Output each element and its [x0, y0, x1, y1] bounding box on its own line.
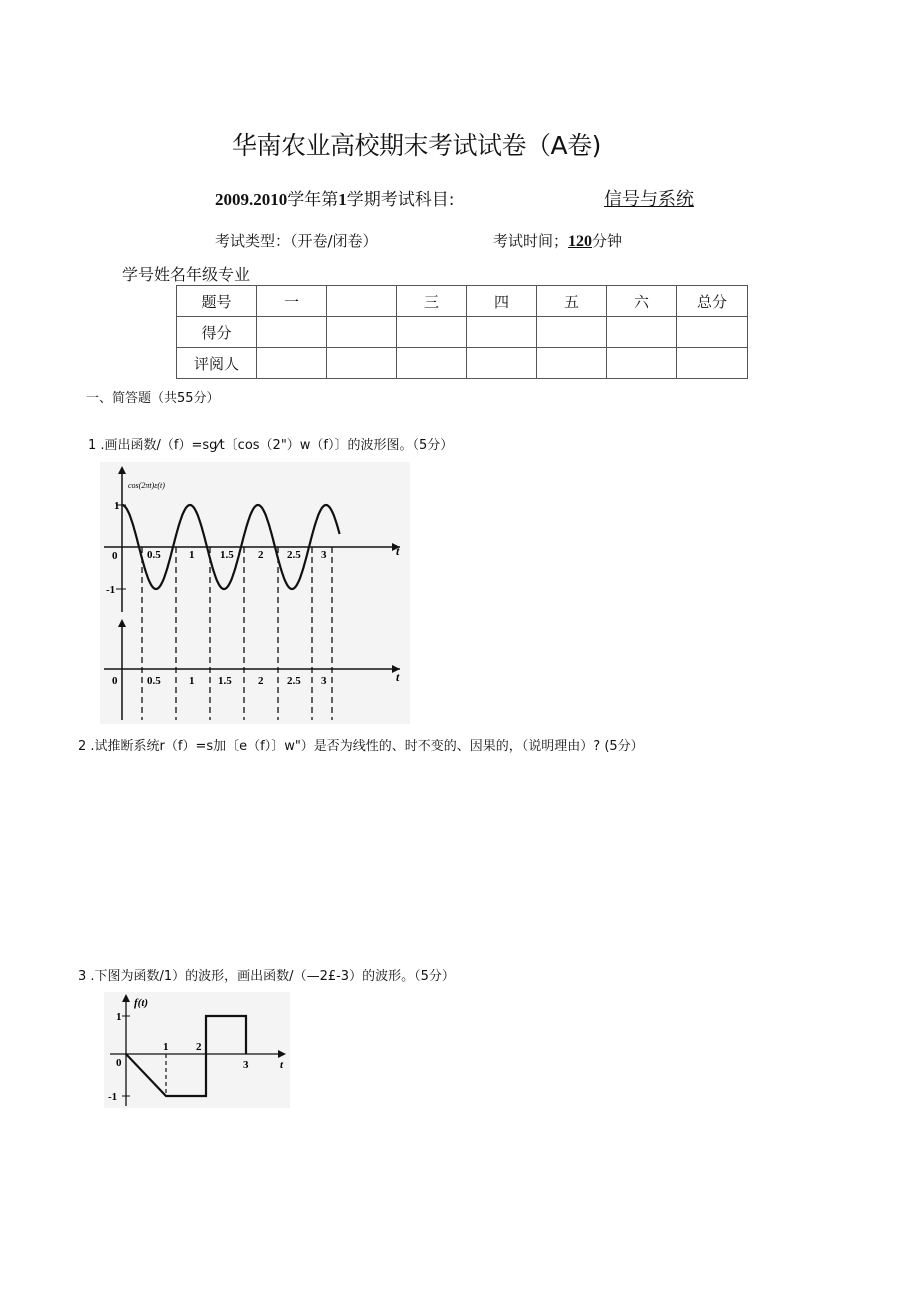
question-3: 3 .下图为函数/1）的波形，画出函数/（—2£-3）的波形。（5分） [78, 969, 455, 984]
x-tick-label: 0.5 [147, 549, 161, 561]
score-cell[interactable] [607, 317, 677, 348]
x-tick-label: 2.5 [287, 675, 301, 687]
column-header: 一 [257, 286, 327, 317]
x-tick-label: 1 [189, 549, 195, 561]
figure-cos-waveform [100, 462, 410, 724]
column-header [327, 286, 397, 317]
grader-cell[interactable] [677, 348, 748, 379]
grader-cell[interactable] [327, 348, 397, 379]
term-suffix: 学期考试科目: [346, 190, 455, 210]
x-tick-label: 1 [163, 1041, 169, 1053]
score-cell[interactable] [397, 317, 467, 348]
x-tick-label: 1.5 [220, 549, 234, 561]
figure-ft-waveform [104, 992, 290, 1108]
y-tick-label: 1 [114, 500, 120, 512]
table-row [177, 286, 748, 317]
row-label: 题号 [177, 286, 257, 317]
grader-cell[interactable] [607, 348, 677, 379]
score-cell[interactable] [677, 317, 748, 348]
x-tick-label: 2 [258, 675, 264, 687]
y-tick-label: 0 [112, 550, 118, 562]
x-tick-label: 1.5 [218, 675, 232, 687]
row-label: 评阅人 [177, 348, 257, 379]
x-tick-label: 2.5 [287, 549, 301, 561]
y-tick-label: -1 [108, 1091, 118, 1103]
term-number: 1 [338, 190, 347, 209]
column-header: 五 [537, 286, 607, 317]
grader-cell[interactable] [257, 348, 327, 379]
x-tick-label: 0.5 [147, 675, 161, 687]
exam-time-unit: 分钟 [592, 232, 623, 250]
grader-cell[interactable] [397, 348, 467, 379]
section-heading: 一、简答题（共55分） [86, 391, 220, 406]
score-cell[interactable] [327, 317, 397, 348]
column-header: 六 [607, 286, 677, 317]
column-header: 三 [397, 286, 467, 317]
table-row [177, 348, 748, 379]
term-label: 学年第 [287, 190, 339, 210]
column-header: 四 [467, 286, 537, 317]
curve-label: cos(2πt)ε(t) [128, 481, 165, 490]
x-tick-label: 3 [321, 549, 327, 561]
student-info-line: 学号姓名年级专业 [122, 265, 251, 284]
x-tick-label: 3 [321, 675, 327, 687]
grader-cell[interactable] [537, 348, 607, 379]
exam-time-label: 考试时间； [493, 232, 569, 250]
score-cell[interactable] [467, 317, 537, 348]
axis-label: t [280, 1059, 284, 1071]
x-tick-label: 3 [243, 1059, 249, 1071]
y-axis-label: f(t) [134, 997, 149, 1009]
year-term: 2009.2010 [215, 190, 288, 209]
x-tick-label: 1 [189, 675, 195, 687]
question-1: 1 .画出函数/（f）=sg⁄t〔cos（2"）w（f）〕的波形图。（5分） [88, 438, 454, 453]
axis-label: t [396, 544, 400, 558]
table-row [177, 317, 748, 348]
subject-name: 信号与系统 [604, 189, 694, 210]
exam-type: 考试类型：（开卷/闭卷） [215, 232, 378, 250]
score-table [176, 285, 748, 379]
y-tick-label: 0 [116, 1057, 122, 1069]
score-cell[interactable] [257, 317, 327, 348]
x-tick-label: 2 [196, 1041, 202, 1053]
year-term-line [215, 185, 454, 210]
question-2: 2 .试推断系统r（f）=s加〔e（f）〕w"）是否为线性的、时不变的、因果的，（说明理由）? (5分） [78, 739, 644, 754]
score-cell[interactable] [537, 317, 607, 348]
exam-time-value: 120 [568, 233, 593, 250]
exam-time [493, 230, 622, 251]
x-tick-label: 2 [258, 549, 264, 561]
grader-cell[interactable] [467, 348, 537, 379]
axis-label: t [396, 670, 400, 684]
exam-title: 华南农业高校期末考试试卷（A卷) [232, 131, 601, 160]
y-tick-label: -1 [106, 584, 116, 596]
y-tick-label: 1 [116, 1011, 122, 1023]
column-header: 总分 [677, 286, 748, 317]
origin-label: 0 [112, 675, 118, 687]
row-label: 得分 [177, 317, 257, 348]
